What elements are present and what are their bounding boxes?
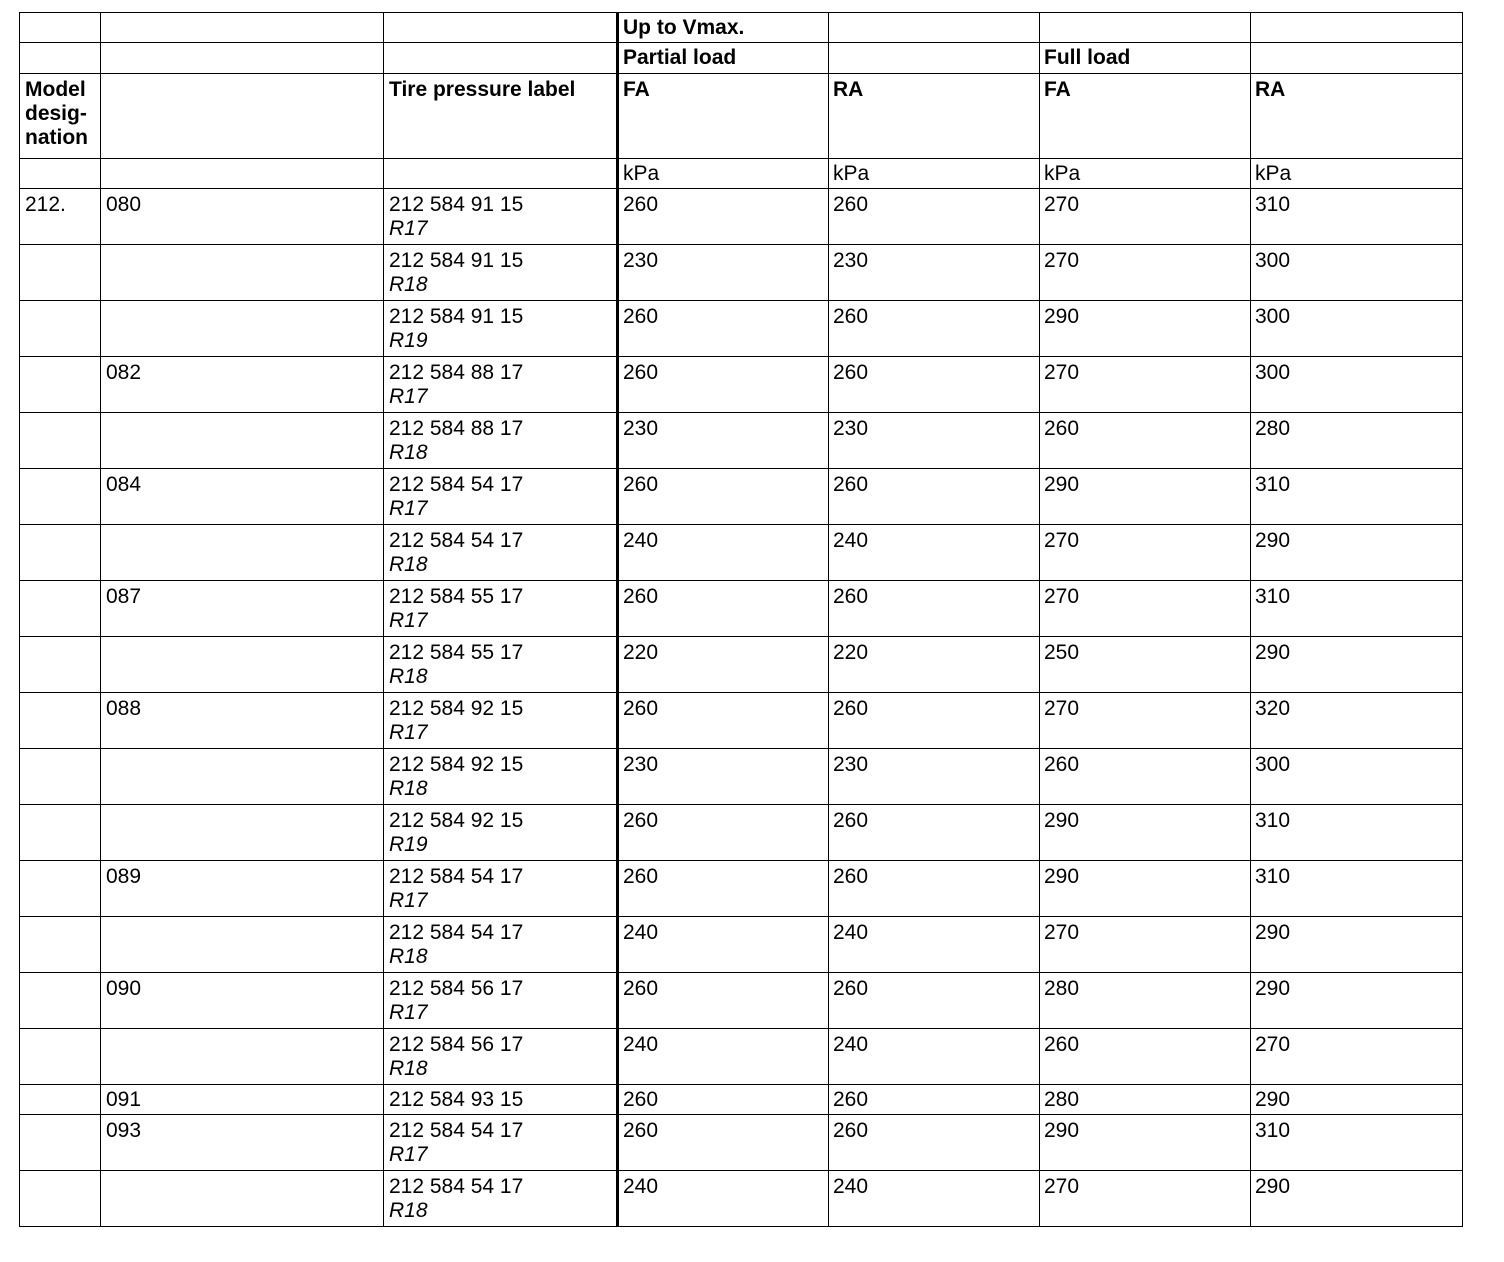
cell-partial-ra: 260 xyxy=(829,1115,1040,1171)
header-row-3 xyxy=(20,74,1463,159)
cell-partial-ra: 260 xyxy=(829,973,1040,1029)
rim-size: R17 xyxy=(389,889,428,912)
rim-size: R18 xyxy=(389,1057,428,1080)
tire-label-number: 212 584 93 15 xyxy=(389,1088,524,1111)
cell-partial-fa: 260 xyxy=(618,693,829,749)
cell-full-ra: 310 xyxy=(1251,1115,1463,1171)
cell-full-fa: 290 xyxy=(1040,469,1251,525)
cell-partial-fa: 260 xyxy=(618,805,829,861)
cell-tire-label xyxy=(384,301,618,357)
header-model-line-1: Model xyxy=(25,78,86,101)
tire-label-number: 212 584 54 17 xyxy=(389,529,524,552)
tire-label-number: 212 584 92 15 xyxy=(389,753,524,776)
rim-size: R17 xyxy=(389,385,428,408)
cell-model xyxy=(20,301,101,357)
cell-variant xyxy=(101,525,384,581)
header-cell xyxy=(384,13,618,43)
table-row xyxy=(20,1171,1463,1227)
header-partial-fa: FA xyxy=(618,74,829,159)
unit-partial-ra: kPa xyxy=(829,159,1040,189)
cell-model xyxy=(20,357,101,413)
cell-tire-label xyxy=(384,693,618,749)
cell-full-fa: 250 xyxy=(1040,637,1251,693)
cell-partial-fa: 230 xyxy=(618,749,829,805)
cell-model xyxy=(20,749,101,805)
header-row-1 xyxy=(20,13,1463,43)
cell-model xyxy=(20,861,101,917)
tire-label-number: 212 584 91 15 xyxy=(389,193,524,216)
table-row xyxy=(20,637,1463,693)
cell-partial-ra: 260 xyxy=(829,693,1040,749)
tire-label-number: 212 584 91 15 xyxy=(389,249,524,272)
cell-tire-label xyxy=(384,749,618,805)
tire-label-number: 212 584 56 17 xyxy=(389,977,524,1000)
cell-model xyxy=(20,245,101,301)
cell-full-ra: 310 xyxy=(1251,189,1463,245)
header-cell xyxy=(384,43,618,74)
cell-full-fa: 270 xyxy=(1040,189,1251,245)
cell-model xyxy=(20,581,101,637)
cell-tire-label xyxy=(384,189,618,245)
cell-model: 212. xyxy=(20,189,101,245)
header-partial-ra: RA xyxy=(829,74,1040,159)
cell-tire-label xyxy=(384,1029,618,1085)
table-row xyxy=(20,245,1463,301)
cell-full-ra: 310 xyxy=(1251,469,1463,525)
cell-partial-ra: 260 xyxy=(829,357,1040,413)
cell-partial-fa: 260 xyxy=(618,861,829,917)
cell-model xyxy=(20,973,101,1029)
header-full-fa: FA xyxy=(1040,74,1251,159)
cell-variant: 090 xyxy=(101,973,384,1029)
header-full-load: Full load xyxy=(1040,43,1251,74)
cell-full-fa: 270 xyxy=(1040,693,1251,749)
cell-partial-ra: 260 xyxy=(829,301,1040,357)
header-cell xyxy=(101,43,384,74)
cell-model xyxy=(20,469,101,525)
header-partial-load: Partial load xyxy=(618,43,829,74)
cell-variant xyxy=(101,413,384,469)
cell-full-ra: 290 xyxy=(1251,525,1463,581)
cell-full-ra: 280 xyxy=(1251,413,1463,469)
cell-partial-ra: 260 xyxy=(829,581,1040,637)
tire-label-number: 212 584 55 17 xyxy=(389,585,524,608)
cell-variant: 088 xyxy=(101,693,384,749)
cell-full-ra: 300 xyxy=(1251,245,1463,301)
table-row xyxy=(20,1085,1463,1115)
cell-partial-ra: 220 xyxy=(829,637,1040,693)
cell-tire-label xyxy=(384,525,618,581)
rim-size: R18 xyxy=(389,553,428,576)
cell-full-ra: 270 xyxy=(1251,1029,1463,1085)
header-cell xyxy=(20,43,101,74)
table-row xyxy=(20,973,1463,1029)
cell-variant xyxy=(101,805,384,861)
rim-size: R17 xyxy=(389,609,428,632)
header-cell xyxy=(101,13,384,43)
cell-variant xyxy=(101,917,384,973)
table-row xyxy=(20,357,1463,413)
cell-partial-fa: 260 xyxy=(618,301,829,357)
cell-full-fa: 290 xyxy=(1040,301,1251,357)
tire-label-number: 212 584 55 17 xyxy=(389,641,524,664)
cell-tire-label xyxy=(384,357,618,413)
cell-full-ra: 300 xyxy=(1251,749,1463,805)
tire-label-number: 212 584 91 15 xyxy=(389,305,524,328)
header-up-to-vmax: Up to Vmax. xyxy=(618,13,829,43)
cell-tire-label xyxy=(384,1115,618,1171)
cell-variant xyxy=(101,245,384,301)
rim-size: R19 xyxy=(389,329,428,352)
cell-full-fa: 270 xyxy=(1040,917,1251,973)
cell-full-ra: 290 xyxy=(1251,973,1463,1029)
cell-partial-fa: 240 xyxy=(618,1029,829,1085)
cell-variant xyxy=(101,1029,384,1085)
table-row xyxy=(20,413,1463,469)
unit-full-ra: kPa xyxy=(1251,159,1463,189)
rim-size: R18 xyxy=(389,777,428,800)
cell-variant xyxy=(101,637,384,693)
table-row xyxy=(20,861,1463,917)
cell-full-ra: 290 xyxy=(1251,917,1463,973)
table-row xyxy=(20,581,1463,637)
cell-variant xyxy=(101,1171,384,1227)
tire-label-number: 212 584 54 17 xyxy=(389,1119,524,1142)
cell-partial-ra: 260 xyxy=(829,189,1040,245)
cell-partial-fa: 260 xyxy=(618,357,829,413)
cell-model xyxy=(20,1029,101,1085)
cell-full-ra: 290 xyxy=(1251,1085,1463,1115)
header-model-line-3: nation xyxy=(25,126,88,149)
table-row xyxy=(20,469,1463,525)
cell-full-ra: 310 xyxy=(1251,805,1463,861)
cell-partial-fa: 260 xyxy=(618,189,829,245)
cell-model xyxy=(20,525,101,581)
header-full-ra: RA xyxy=(1251,74,1463,159)
cell-tire-label xyxy=(384,1085,618,1115)
cell-partial-ra: 230 xyxy=(829,749,1040,805)
cell-full-fa: 260 xyxy=(1040,1029,1251,1085)
header-row-units xyxy=(20,159,1463,189)
tire-label-number: 212 584 54 17 xyxy=(389,921,524,944)
rim-size: R17 xyxy=(389,1143,428,1166)
cell-tire-label xyxy=(384,1171,618,1227)
cell-partial-ra: 260 xyxy=(829,469,1040,525)
rim-size: R18 xyxy=(389,945,428,968)
header-cell xyxy=(1040,13,1251,43)
cell-model xyxy=(20,637,101,693)
rim-size: R19 xyxy=(389,833,428,856)
cell-tire-label xyxy=(384,637,618,693)
table-row xyxy=(20,1029,1463,1085)
cell-full-fa: 260 xyxy=(1040,413,1251,469)
table-row xyxy=(20,917,1463,973)
cell-full-fa: 280 xyxy=(1040,973,1251,1029)
cell-full-ra: 290 xyxy=(1251,637,1463,693)
cell-full-fa: 280 xyxy=(1040,1085,1251,1115)
table-row xyxy=(20,301,1463,357)
rim-size: R17 xyxy=(389,1001,428,1024)
header-cell xyxy=(20,13,101,43)
header-cell xyxy=(829,13,1040,43)
table-row xyxy=(20,805,1463,861)
cell-partial-ra: 260 xyxy=(829,861,1040,917)
table-row xyxy=(20,525,1463,581)
header-cell xyxy=(384,159,618,189)
cell-partial-fa: 260 xyxy=(618,1085,829,1115)
unit-partial-fa: kPa xyxy=(618,159,829,189)
cell-model xyxy=(20,1171,101,1227)
cell-partial-ra: 240 xyxy=(829,525,1040,581)
cell-partial-ra: 240 xyxy=(829,1029,1040,1085)
cell-model xyxy=(20,693,101,749)
table-row xyxy=(20,749,1463,805)
cell-variant: 080 xyxy=(101,189,384,245)
cell-variant xyxy=(101,749,384,805)
tire-label-number: 212 584 54 17 xyxy=(389,473,524,496)
cell-variant: 082 xyxy=(101,357,384,413)
cell-tire-label xyxy=(384,861,618,917)
tire-label-number: 212 584 88 17 xyxy=(389,361,524,384)
rim-size: R18 xyxy=(389,665,428,688)
cell-partial-fa: 260 xyxy=(618,973,829,1029)
cell-full-fa: 270 xyxy=(1040,1171,1251,1227)
header-cell xyxy=(1251,43,1463,74)
tire-label-number: 212 584 54 17 xyxy=(389,865,524,888)
cell-partial-ra: 260 xyxy=(829,805,1040,861)
cell-full-fa: 290 xyxy=(1040,805,1251,861)
unit-full-fa: kPa xyxy=(1040,159,1251,189)
cell-model xyxy=(20,1115,101,1171)
cell-partial-fa: 230 xyxy=(618,413,829,469)
header-cell xyxy=(1251,13,1463,43)
rim-size: R18 xyxy=(389,441,428,464)
table-row xyxy=(20,693,1463,749)
cell-full-ra: 320 xyxy=(1251,693,1463,749)
cell-partial-fa: 260 xyxy=(618,581,829,637)
cell-tire-label xyxy=(384,245,618,301)
cell-model xyxy=(20,805,101,861)
cell-full-ra: 310 xyxy=(1251,581,1463,637)
cell-partial-ra: 230 xyxy=(829,245,1040,301)
cell-partial-fa: 220 xyxy=(618,637,829,693)
cell-partial-ra: 240 xyxy=(829,1171,1040,1227)
cell-partial-fa: 260 xyxy=(618,1115,829,1171)
cell-variant xyxy=(101,301,384,357)
rim-size: R17 xyxy=(389,217,428,240)
tire-label-number: 212 584 56 17 xyxy=(389,1033,524,1056)
cell-variant: 084 xyxy=(101,469,384,525)
rim-size: R17 xyxy=(389,721,428,744)
cell-full-fa: 270 xyxy=(1040,245,1251,301)
cell-tire-label xyxy=(384,917,618,973)
cell-model xyxy=(20,413,101,469)
table-row xyxy=(20,189,1463,245)
cell-variant: 091 xyxy=(101,1085,384,1115)
cell-full-ra: 300 xyxy=(1251,301,1463,357)
cell-partial-fa: 240 xyxy=(618,917,829,973)
tire-label-number: 212 584 92 15 xyxy=(389,809,524,832)
header-cell xyxy=(101,74,384,159)
cell-partial-ra: 240 xyxy=(829,917,1040,973)
cell-tire-label xyxy=(384,469,618,525)
cell-model xyxy=(20,917,101,973)
rim-size: R18 xyxy=(389,273,428,296)
rim-size: R17 xyxy=(389,497,428,520)
cell-tire-label xyxy=(384,413,618,469)
cell-full-ra: 290 xyxy=(1251,1171,1463,1227)
header-cell xyxy=(829,43,1040,74)
cell-partial-ra: 260 xyxy=(829,1085,1040,1115)
cell-variant: 089 xyxy=(101,861,384,917)
header-model-designation xyxy=(20,74,101,159)
cell-full-fa: 270 xyxy=(1040,357,1251,413)
cell-full-fa: 260 xyxy=(1040,749,1251,805)
cell-variant: 093 xyxy=(101,1115,384,1171)
cell-full-fa: 270 xyxy=(1040,525,1251,581)
cell-full-fa: 290 xyxy=(1040,861,1251,917)
cell-model xyxy=(20,1085,101,1115)
rim-size: R18 xyxy=(389,1199,428,1222)
cell-full-ra: 300 xyxy=(1251,357,1463,413)
cell-partial-fa: 230 xyxy=(618,245,829,301)
cell-partial-fa: 260 xyxy=(618,469,829,525)
table-row xyxy=(20,1115,1463,1171)
cell-full-fa: 290 xyxy=(1040,1115,1251,1171)
header-model-line-2: desig- xyxy=(25,102,87,125)
header-row-2 xyxy=(20,43,1463,74)
cell-full-ra: 310 xyxy=(1251,861,1463,917)
header-cell xyxy=(20,159,101,189)
header-tire-pressure-label: Tire pressure label xyxy=(384,74,618,159)
cell-partial-fa: 240 xyxy=(618,1171,829,1227)
cell-tire-label xyxy=(384,581,618,637)
cell-tire-label xyxy=(384,805,618,861)
cell-full-fa: 270 xyxy=(1040,581,1251,637)
tire-label-number: 212 584 92 15 xyxy=(389,697,524,720)
header-cell xyxy=(101,159,384,189)
tire-label-number: 212 584 88 17 xyxy=(389,417,524,440)
cell-variant: 087 xyxy=(101,581,384,637)
cell-tire-label xyxy=(384,973,618,1029)
cell-partial-fa: 240 xyxy=(618,525,829,581)
tire-label-number: 212 584 54 17 xyxy=(389,1175,524,1198)
cell-partial-ra: 230 xyxy=(829,413,1040,469)
tire-pressure-table xyxy=(19,12,1463,1227)
